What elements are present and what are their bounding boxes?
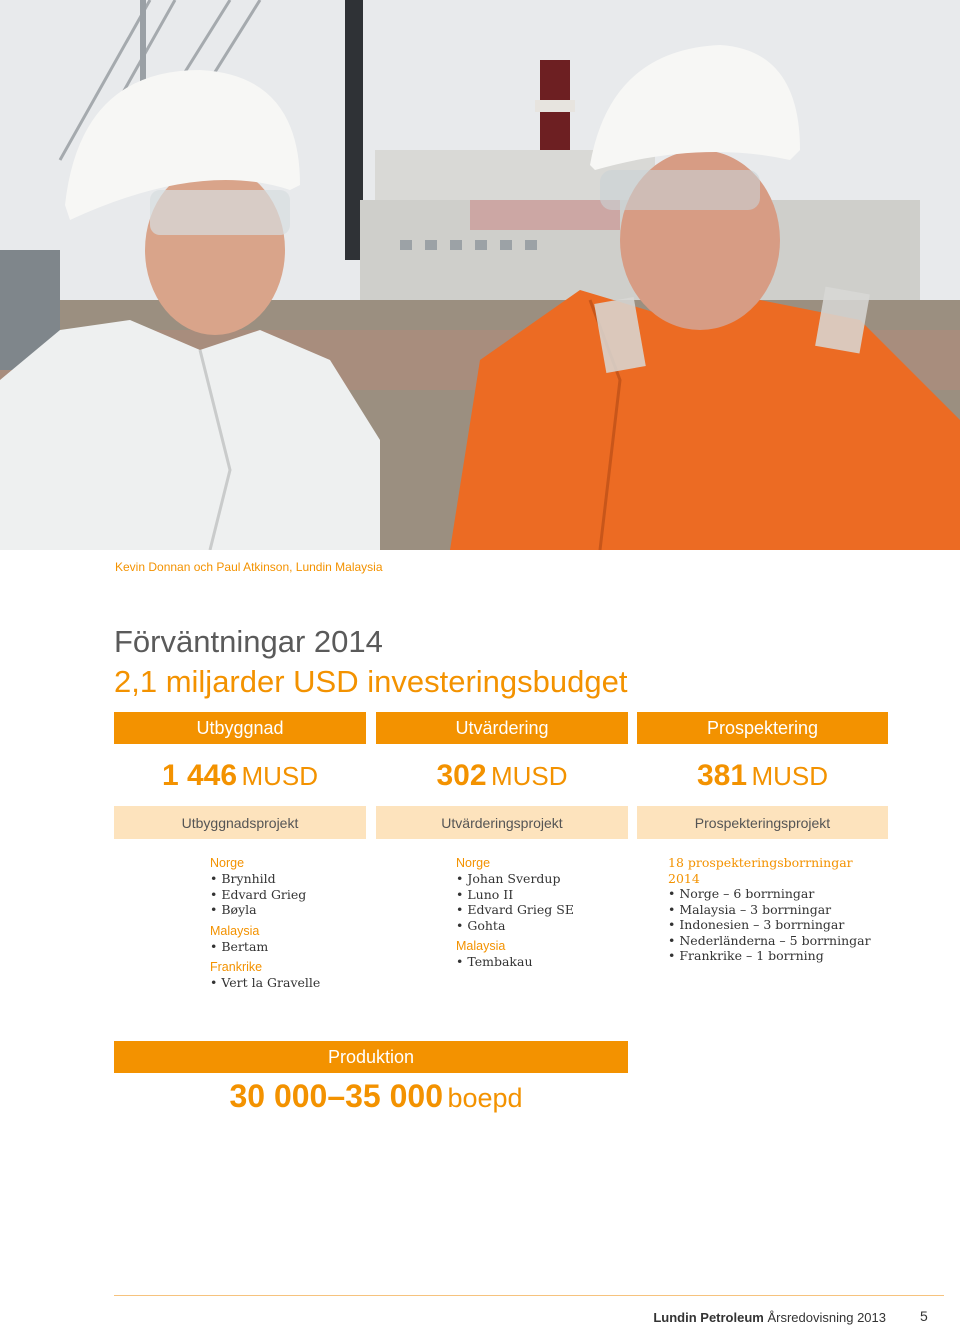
column-header: Prospektering [637,712,888,744]
country-label: Frankrike [210,960,263,974]
list-item: • Bøyla [210,902,366,918]
amount-unit: MUSD [490,761,568,791]
list-item: • Indonesien – 3 borrningar [668,917,888,933]
production-value: 30 000–35 000 [229,1078,443,1114]
footer-brand: Lundin Petroleum [653,1310,764,1325]
budget-amount [637,758,888,794]
list-item: • Luno II [456,887,628,903]
country-label: Malaysia [210,923,260,938]
photo-caption: Kevin Donnan och Paul Atkinson, Lundin Malaysia [115,560,383,574]
list-item: • Edvard Grieg SE [456,902,628,918]
footer-divider [114,1295,944,1296]
production-amount [114,1078,638,1115]
list-item: • Edvard Grieg [210,887,366,903]
footer-text [653,1310,886,1325]
column-subheader: Utvärderingsprojekt [376,806,628,839]
column-prospektering [637,712,888,964]
list-item: • Brynhild [210,871,366,887]
amount-value: 302 [436,759,487,792]
page-number: 5 [920,1308,928,1324]
country-label: Norge [210,856,245,870]
page-subtitle: 2,1 miljarder USD investeringsbudget [114,664,628,699]
production-unit: boepd [447,1083,523,1113]
list-item: • Frankrike – 1 borrning [668,948,888,964]
column-subheader: Utbyggnadsprojekt [114,806,366,839]
amount-value: 381 [696,759,748,792]
list-item: • Johan Sverdup [456,871,628,887]
production-header: Produktion [114,1041,628,1073]
budget-amount [114,758,366,794]
project-list [376,855,628,970]
list-item: • Bertam [210,939,366,955]
list-item: • Gohta [456,918,628,934]
amount-unit: MUSD [241,761,319,791]
photo-illustration [0,0,960,550]
budget-amount [376,758,628,794]
list-item: • Vert la Gravelle [210,975,366,991]
column-utvardering [376,712,628,970]
country-label: Malaysia [456,939,506,953]
page-title: Förväntningar 2014 [114,624,383,659]
drilling-heading: 18 prospekteringsborrningar 2014 [668,855,853,886]
column-subheader: Prospekteringsprojekt [637,806,888,839]
list-item: • Nederländerna – 5 borrningar [668,933,888,949]
country-label: Norge [456,856,491,870]
project-list [114,855,366,991]
list-item: • Malaysia – 3 borrningar [668,902,888,918]
drilling-list [637,855,888,964]
column-header: Utbyggnad [114,712,366,744]
list-item: • Norge – 6 borrningar [668,886,888,902]
column-header: Utvärdering [376,712,628,744]
list-item: • Tembakau [456,954,628,970]
hero-photo [0,0,960,550]
amount-unit: MUSD [751,761,829,791]
footer-publication: Årsredovisning 2013 [767,1310,886,1325]
column-utbyggnad [114,712,366,991]
amount-value: 1 446 [161,759,238,792]
